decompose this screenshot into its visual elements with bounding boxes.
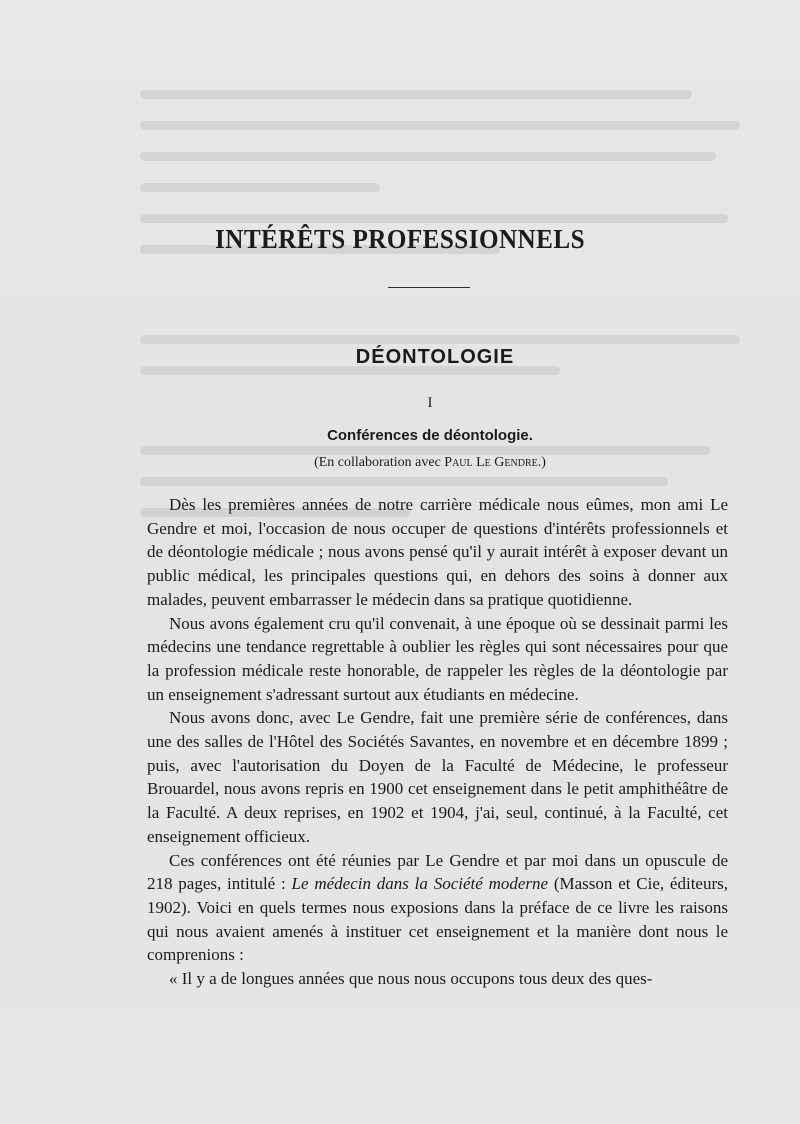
show-through-text: [140, 90, 740, 510]
section-title: DÉONTOLOGIE: [355, 346, 515, 368]
subsection-title: Conférences de déontologie.: [327, 427, 533, 444]
collaborator-name: Paul Le Gendre: [444, 455, 538, 470]
collaboration-close: .): [537, 455, 546, 470]
collaboration-note: [0, 455, 800, 471]
paragraph-5: « Il y a de longues années que nous nous occupons tous deux des ques-: [169, 969, 653, 989]
body-text: [147, 493, 728, 991]
paragraph-2: Nous avons également cru qu'il convenait, à une époque où se dessinait parmi les médecins une tendance regrettable à oublier les règles qui sont nécessaires pour que la profession médicale reste honorable, de rappeler les règles de la déontologie par un enseignement s'adressant surtout aux étudiants en médecine.: [147, 613, 728, 704]
paragraph-4-end: (Masson et Cie, éditeurs, 1902). Voici en quels termes nous exposions dans la préface de ce livre les raisons qui nous avaient amenés à instituer cet enseignement et la manière dont nous le comprenions :: [147, 874, 728, 965]
paragraph-1: Dès les premières années de notre carrière médicale nous eûmes, mon ami Le Gendre et moi, l'occasion de nous occuper de questions d'intérêts professionnels et de déontologie médicale ; nous avons pensé qu'il y aurait intérêt à exposer devant un public médical, les principales questions qui, en dehors des soins à donner aux malades, peuvent embarrasser le médecin dans sa pratique quotidienne.: [147, 495, 728, 609]
paragraph-3: Nous avons donc, avec Le Gendre, fait une première série de conférences, dans une des salles de l'Hôtel des Sociétés Savantes, en novembre et en décembre 1899 ; puis, avec l'autorisation du Doyen de la Faculté de Médecine, le professeur Brouardel, nous avons repris en 1900 cet enseignement dans le petit amphithéâtre de la Faculté. A deux reprises, en 1902 et 1904, j'ai, seul, continué, à la Faculté, cet enseignement officieux.: [147, 708, 728, 846]
paragraph-4: [147, 849, 728, 968]
book-title: Le médecin dans la Société moderne: [291, 874, 549, 894]
section-number: I: [427, 395, 433, 411]
title-divider: [388, 287, 470, 288]
main-title: INTÉRÊTS PROFESSIONNELS: [214, 224, 586, 254]
paragraph-4-start: Ces conférences ont été réunies par Le Gendre et par moi dans un opuscule de 218 pages, intitulé :: [147, 850, 728, 894]
collaboration-open: (En collaboration avec: [314, 455, 445, 470]
